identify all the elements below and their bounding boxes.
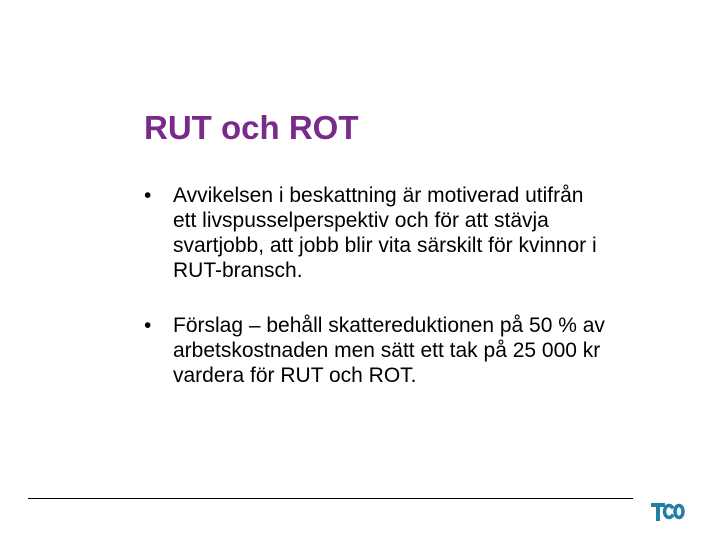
bullet-line: arbetskostnaden men sätt ett tak på 25 000 kr <box>173 339 601 362</box>
bullet-marker: • <box>144 184 152 207</box>
slide-title: RUT och ROT <box>144 109 359 146</box>
bullet-marker: • <box>144 314 152 337</box>
bullet-item <box>144 183 684 283</box>
bullet-line: Avvikelsen i beskattning är motiverad utifrån <box>173 184 584 207</box>
bullet-line: RUT-bransch. <box>173 259 303 282</box>
bullet-line: ett livspusselperspektiv och för att stävja <box>173 209 549 232</box>
bullet-list <box>144 183 684 388</box>
bullet-line: Förslag – behåll skattereduktionen på 50 % av <box>173 314 605 337</box>
bullet-text <box>173 313 684 388</box>
bullet-item <box>144 313 684 388</box>
tco-logo-icon <box>651 501 685 522</box>
bullet-line: svartjobb, att jobb blir vita särskilt för kvinnor i <box>173 234 597 257</box>
bullet-line: vardera för RUT och ROT. <box>173 364 417 387</box>
bullet-text <box>173 183 684 283</box>
footer-divider <box>28 498 633 499</box>
